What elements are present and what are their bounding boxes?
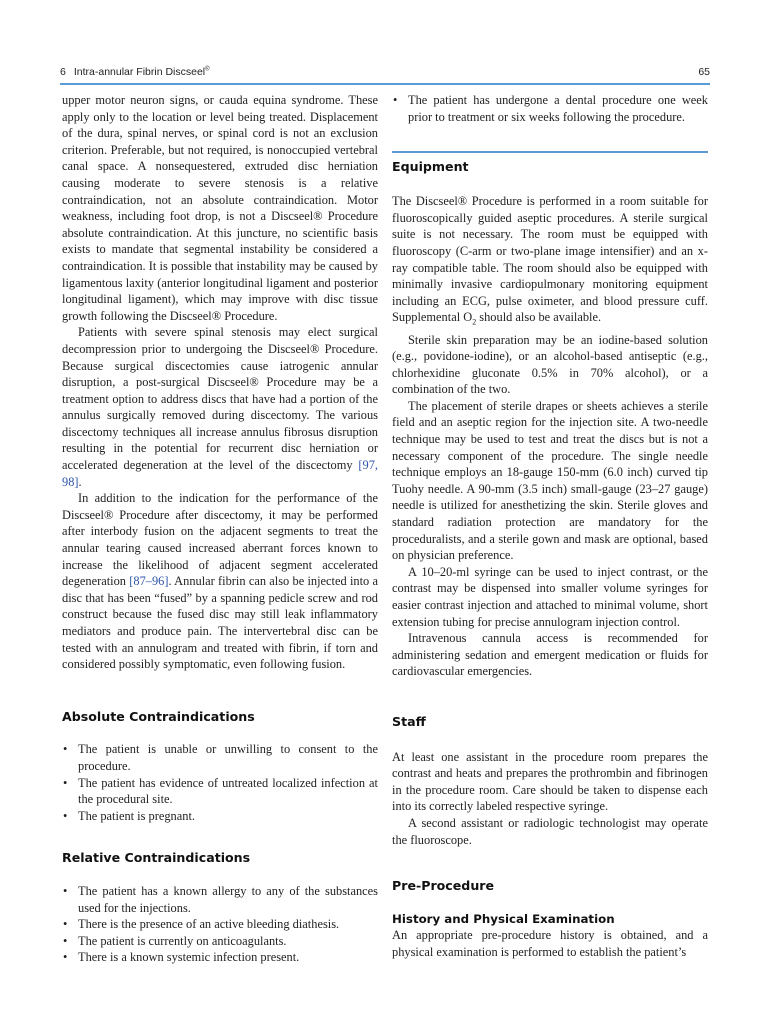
staff-paragraph: At least one assistant in the procedure room prepares the contrast and heats and prepares the prothrombin and fibrinogen in the procedure room. Care should be taken to dispense each into its correctly labeled respective syringe. xyxy=(392,749,708,814)
registered-mark: ® xyxy=(205,66,210,73)
right-column xyxy=(392,92,708,961)
chapter-title xyxy=(60,66,210,78)
pre-procedure-heading: Pre-Procedure xyxy=(392,878,495,894)
citation-link[interactable]: [97, 98] xyxy=(62,458,378,489)
intro-paragraph: upper motor neuron signs, or cauda equina syndrome. These apply only to the location or level being treated. Displacement of the dura, spinal nerves, or spinal cord is not an exclusion criterion. Preferable, but not required, is nonoccupied vertebral canal space. A nonsequestered, extruded disc herniation causing moderate to severe stenosis is a relative contraindication, not an absolute contraindication. Motor weakness, including foot drop, is not a Discseel® Procedure absolute contraindication. At this juncture, no scientific basis exists to mandate that segmental instability be considered a contraindication. It is possible that instability may be caused by ligamentous laxity (anterior longitudinal ligament and posterior longitudinal ligament), which may improve with disc tissue growth following the Discseel® Procedure. xyxy=(62,93,378,323)
equipment-paragraph xyxy=(392,193,708,331)
list-item: • The patient has undergone a dental procedure one week prior to treatment or six weeks following the procedure. xyxy=(392,92,708,125)
header-rule xyxy=(60,83,710,85)
staff-paragraph: A second assistant or radiologic technologist may operate the fluoroscope. xyxy=(392,815,708,847)
list-item: • The patient has evidence of untreated localized infection at the procedural site. xyxy=(62,775,378,808)
section-rule xyxy=(392,151,708,153)
relative-contraindications-heading: Relative Contraindications xyxy=(62,850,251,866)
list-item: • The patient is unable or unwilling to consent to the procedure. xyxy=(62,741,378,774)
pre-procedure-paragraph: An appropriate pre-procedure history is obtained, and a physical examination is performed to establish the patient’s xyxy=(392,928,708,959)
equipment-paragraph: Intravenous cannula access is recommended for administering sedation and emergent medication or fluids for cardiovascular emergencies. xyxy=(392,631,708,679)
left-column xyxy=(62,92,378,966)
paragraph-text: The Discseel® Procedure is performed in a room suitable for fluoroscopically guided aseptic procedures. A sterile surgical suite is not necessary. The room must be equipped with fluoroscopy (C-arm or two-plane image intensifier) and an x-ray compatible table. The room should also be equipped with minimally invasive cardiopulmonary monitoring equipment including an ECG, pulse oximeter, and blood pressure cuff. Supplemental O xyxy=(392,194,708,325)
paragraph-text: In addition to the indication for the performance of the Discseel® Procedure after discectomy, it may be performed after interbody fusion on the adjacent segments to treat the annular tearing caused increased aberrant forces known to increase the likelihood of adjacent segment accelerated degeneration xyxy=(62,491,378,589)
list-item: • The patient is currently on anticoagulants. xyxy=(62,933,378,950)
running-head xyxy=(60,60,710,84)
paragraph-stenosis xyxy=(62,324,378,490)
list-item: • There is the presence of an active bleeding diathesis. xyxy=(62,916,378,933)
chapter-title-text: Intra-annular Fibrin Discseel xyxy=(73,66,206,78)
absolute-contraindications-heading: Absolute Contraindications xyxy=(62,708,255,724)
equipment-paragraph: Sterile skin preparation may be an iodine-based solution (e.g., povidone-iodine), or an alcohol-based antiseptic (e.g., chlorhexidine gluconate 0.5% in 70% alcohol), or a combination of the two. xyxy=(392,332,708,397)
history-physical-subheading: History and Physical Examination xyxy=(392,911,615,926)
list-item: • The patient has a known allergy to any of the substances used for the injections. xyxy=(62,883,378,916)
paragraph-text: . Annular fibrin can also be injected into a disc that has been “fused” by a spanning pedicle screw and rod construct because the fused disc may still leak inflammatory mediators and produce pain. The intervertebral disc can be tested with an annulogram and treated with fibrin, if torn and considered possibly symptomatic, even following fusion. xyxy=(62,574,378,672)
list-item: • The patient is pregnant. xyxy=(62,808,378,825)
paragraph-text: . xyxy=(78,474,82,489)
equipment-paragraph: The placement of sterile drapes or sheets achieves a sterile field and an aseptic region for the injection site. A two-needle technique may be used to test and treat the discs but is not a necessary component of the procedure. The single needle technique employs an 18-gauge 150-mm (6.0 inch) curved tip Tuohy needle. A 90-mm (3.5 inch) small-gauge (23–27 gauge) needle is utilized for anesthetizing the skin. Sterile gloves and standard radiation protection are mandatory for the proceduralists, and a sterile gown and mask are optional, based on physician preference. xyxy=(392,398,708,563)
equipment-paragraph: A 10–20-ml syringe can be used to inject contrast, or the contrast may be dispensed into smaller volume syringes for easier contrast injection and attached to minimal volume, short extension tubing for precise annulogram injection control. xyxy=(392,564,708,629)
continued-contraindications-list xyxy=(392,92,708,125)
chapter-number: 6 xyxy=(60,66,66,78)
page-number: 65 xyxy=(698,66,710,78)
staff-heading: Staff xyxy=(392,713,426,729)
list-item: • There is a known systemic infection present. xyxy=(62,949,378,966)
paragraph-text: Patients with severe spinal stenosis may elect surgical decompression prior to undergoing the Discseel® Procedure. Because surgical discectomies cause iatrogenic annular disruption, a post-surgical Discseel® Procedure may be a treatment option to address discs that have had a portion of the annulus surgically removed during discectomy. The various discectomy techniques all increase annulus fibrosus disruption resulting in the potential for recurrent disc herniation or accelerated degeneration at the level of the discectomy xyxy=(62,325,378,473)
paragraph-text: should also be available. xyxy=(476,310,602,325)
citation-link[interactable]: [87–96] xyxy=(129,574,169,589)
relative-contraindications-list xyxy=(62,883,378,966)
paragraph-fusion xyxy=(62,490,378,673)
subscript: 2 xyxy=(472,317,477,327)
equipment-heading: Equipment xyxy=(392,158,469,174)
absolute-contraindications-list xyxy=(62,741,378,824)
